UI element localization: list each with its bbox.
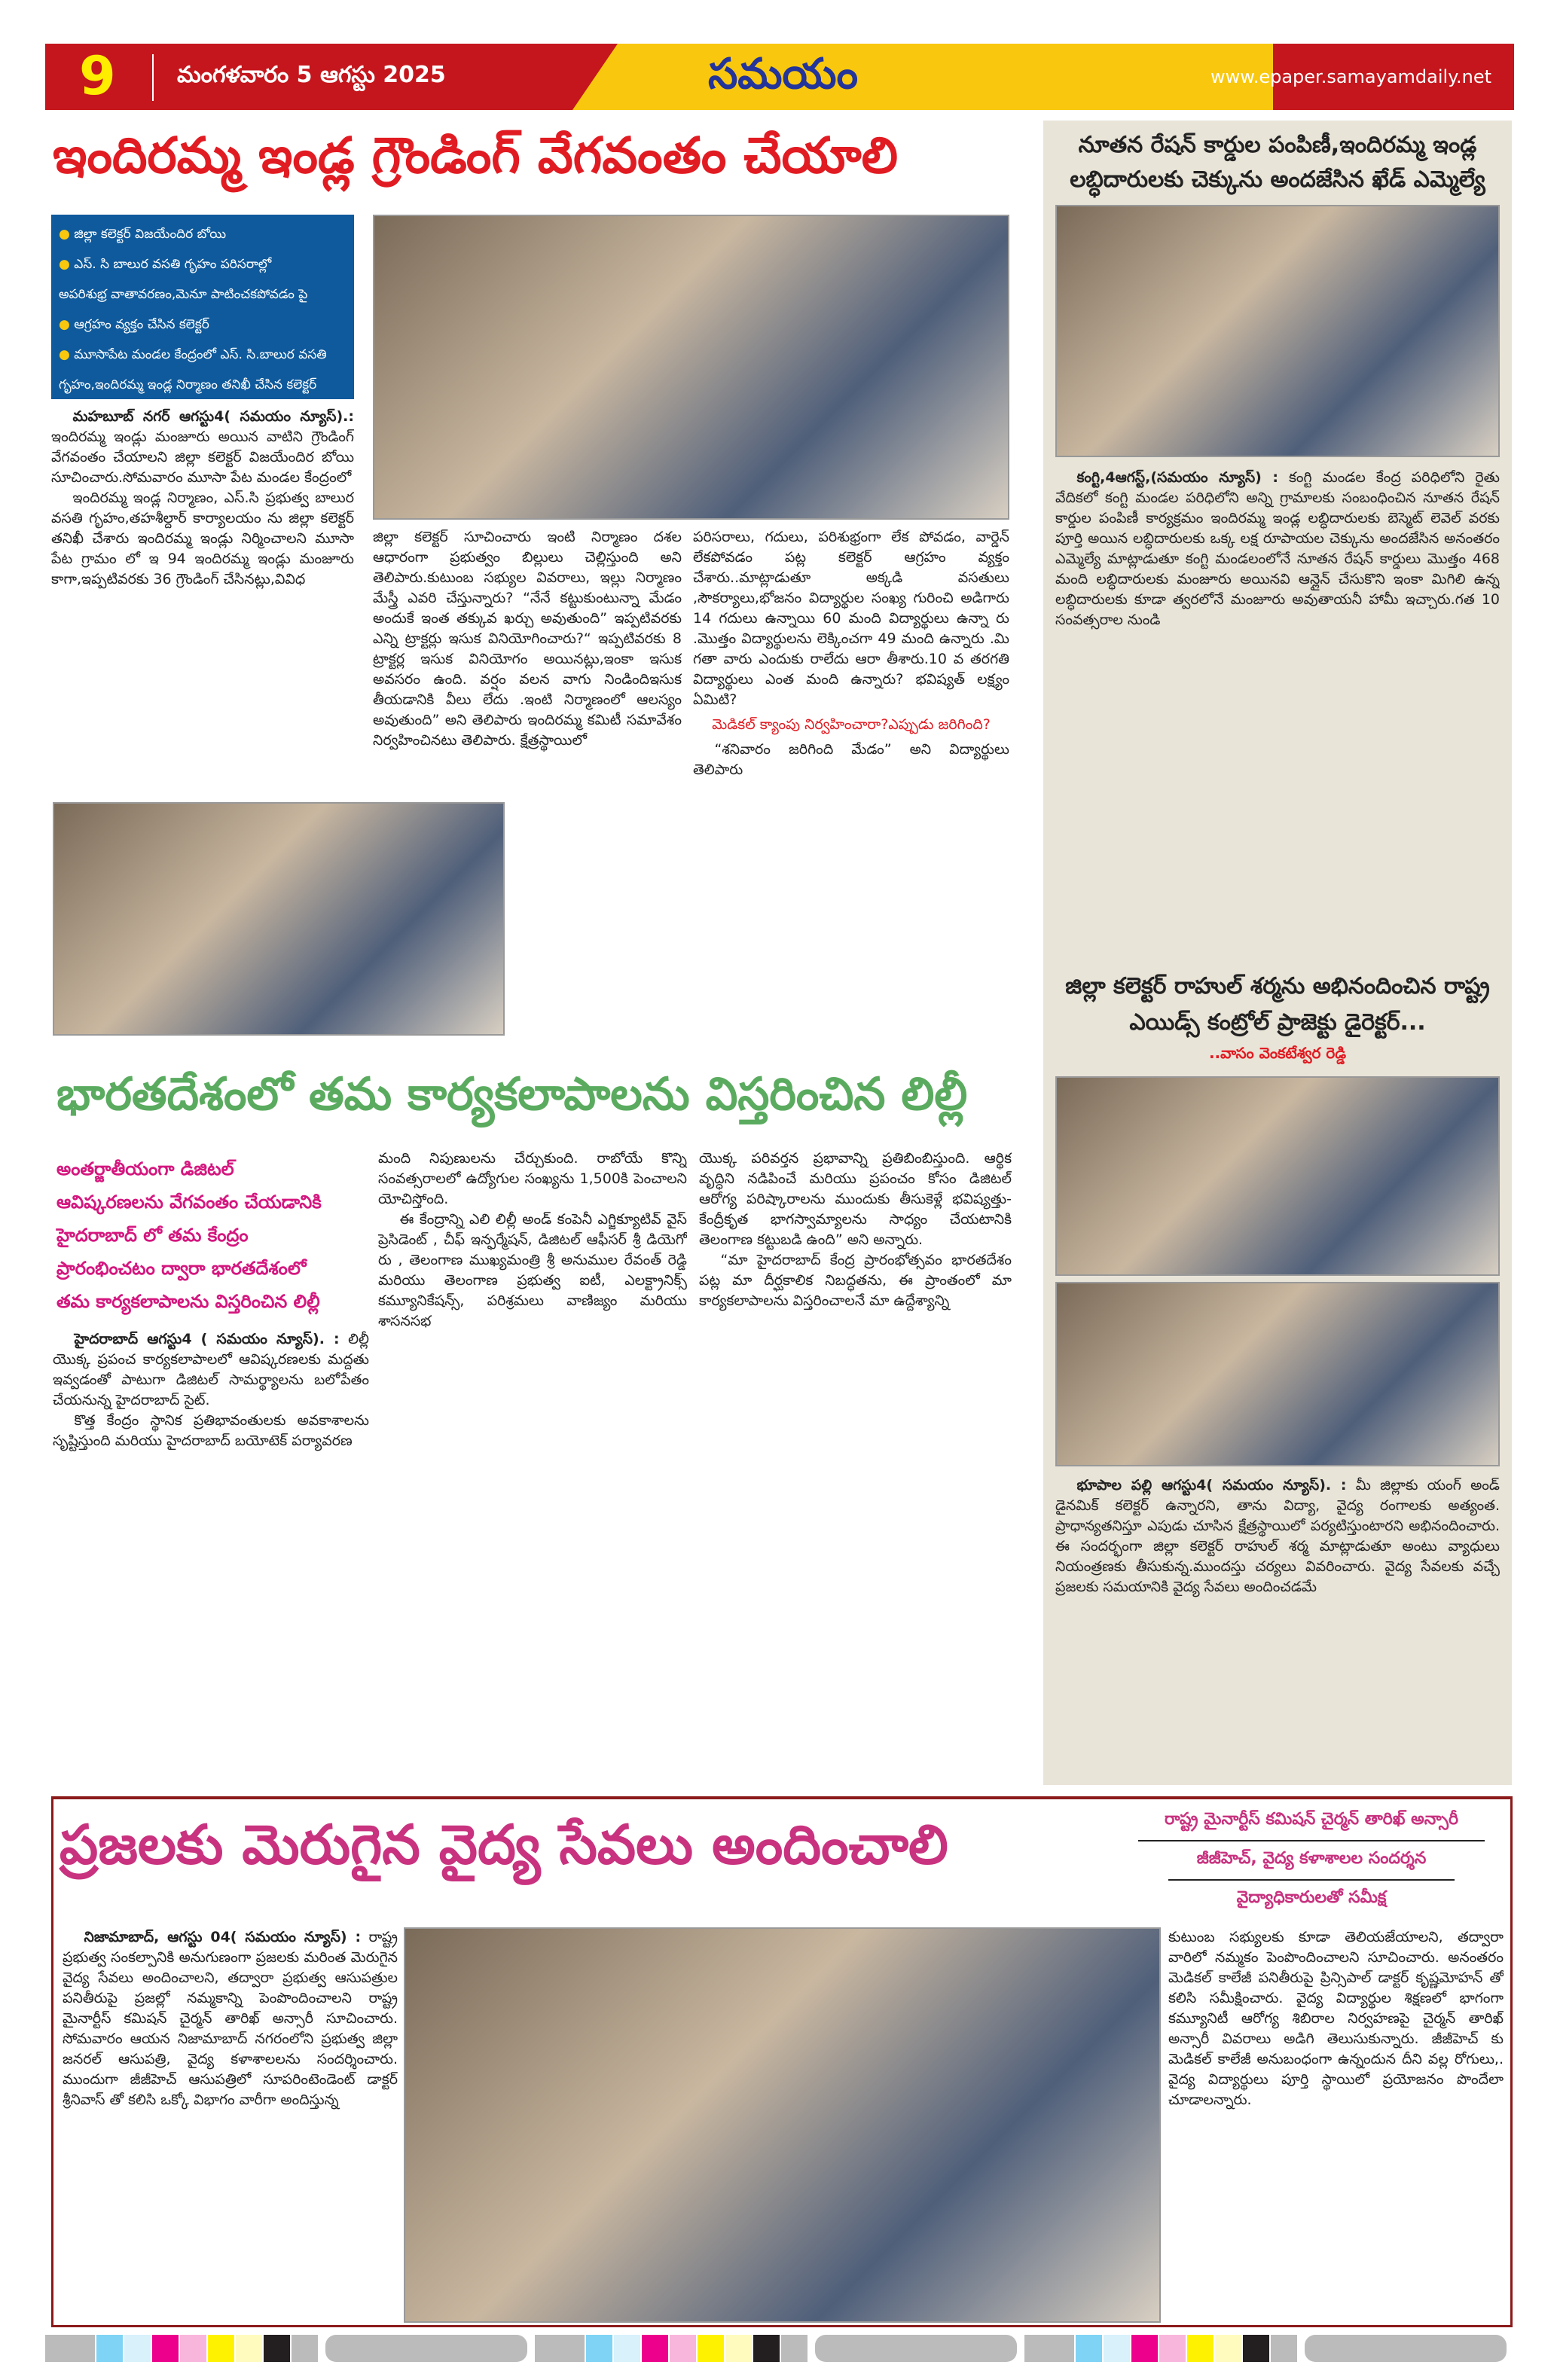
masthead-band [572, 44, 1273, 110]
medical-subheads: రాష్ట్ర మైనార్టీస్ కమిషన్ చైర్మన్ తారిఖ్ అన్సారీ జీజీహెచ్, వైద్య కళాశాలల సందర్శన వైద్యాధికారులతో సమీక్ష [1123, 1810, 1500, 1911]
photo-ration-distribution [1055, 205, 1500, 457]
aids-body: భూపాల పల్లి ఆగస్టు4( సమయం న్యూస్). : మీ జిల్లాకు యంగ్ అండ్ డైనమిక్ కలెక్టర్ ఉన్నారని, తాను విద్యా, వైద్య రంగాలకు అత్యంత. ప్రాధాన్యతనిస్తూ ఎపుడు చూసిన క్షేత్రస్థాయిలో పర్యటిస్తుంటారని అభినందించారు. ఈ సందర్భంగా జిల్లా కలెక్టర్ రాహుల్ శర్మ మాట్లాడుతూ అంటు వ్యాధులు నియంత్రణకు తీసుకున్న.ముందస్తు చర్యలు వివరించారు. వైద్య సేవలకు వచ్చే ప్రజలకు సమయానికి వైద్య సేవలు అందించడమే [1055, 1477, 1500, 1595]
issue-date: మంగళవారం 5 ఆగస్టు 2025 [177, 62, 446, 88]
medical-services-box [51, 1796, 1513, 2327]
page-number: 9 [79, 45, 116, 107]
photo-collector-inspection [373, 215, 1009, 520]
byline: ..వాసం వెంకటేశ్వర రెడ్డి [1208, 1044, 1347, 1062]
highlights-box [51, 215, 354, 399]
article1-subhead: మెడికల్ క్యాంపు నిర్వహించారా?ఎప్పుడు జరిగింది? [712, 716, 991, 733]
lilly-subhead: అంతర్జాతీయంగా డిజిటల్ ఆవిష్కరణలను వేగవంతం చేయడానికి హైదరాబాద్ లో తమ కేంద్రం ప్రారంభించటం ద్వారా భారతదేశంలో తమ కార్యకలాపాలను విస్తరించిన లిల్లీ [56, 1158, 322, 1312]
headline-aids-director: జిల్లా కలెక్టర్ రాహుల్ శర్మను అభినందించిన రాష్ట్ర ఎయిడ్స్ కంట్రోల్ ప్రాజెక్టు డైరెక్టర్... [1065, 973, 1490, 1036]
highlight-item: గృహం,ఇందిరమ్మ ఇండ్ల నిర్మాణం తనిఖీ చేసిన కలెక్టర్ [59, 377, 317, 392]
article1-col-c: పరిసరాలు, గదులు, పరిశుభ్రంగా లేక పోవడం, వార్డెన్ లేకపోవడం పట్ల కలెక్టర్ ఆగ్రహం వ్యక్తం చేశారు..మాట్లాడుతూ అక్కడి వసతులు ,సౌకర్యాలు,భోజనం విద్యార్థుల సంఖ్య గురించి అడిగారు 14 గదులు ఉన్నాయి 60 మంది విద్యార్థులు ఉన్నా రు .మొత్తం విద్యార్థులను లెక్కించగా 49 మంది ఉన్నారు .మి గతా వారు ఎందుకు రాలేదు ఆరా తీశారు.10 వ తరగతి విద్యార్థులు ఎంత మంది ఉన్నారు? భవిష్యత్ లక్ష్యం ఏమిటి? మెడికల్ క్యాంపు నిర్వహించారా?ఎప్పుడు జరిగింది? “శనివారం జరిగింది మేడం” అని విద్యార్థులు తెలిపారు [693, 529, 1009, 778]
epaper-url[interactable]: www.epaper.samayamdaily.net [1210, 66, 1491, 87]
page-header [45, 44, 1514, 110]
highlight-item: ● ఆగ్రహం వ్యక్తం చేసిన కలెక్టర్ [59, 317, 209, 332]
photo-collector-meeting-2 [1055, 1282, 1500, 1466]
article1-col-b: జిల్లా కలెక్టర్ సూచించారు ఇంటి నిర్మాణం దశల ఆధారంగా ప్రభుత్వం బిల్లులు చెల్లిస్తుంది అని తెలిపారు.కుటుంబ సభ్యుల వివరాలు, ఇల్లు నిర్మాణం మేస్త్రీ ఎవరి చేస్తున్నారు? “నేనే కట్టుకుంటున్నా మేడం అందుకే ఇంత తక్కువ ఖర్చు అవుతుంది” ఇప్పటివరకు ఎన్ని ట్రాక్టర్లు ఇసుక వినియోగించారు?“ ఇప్పటివరకు 8 ట్రాక్టర్ల ఇసుక వినియోగం అయినట్లు,ఇంకా ఇసుక అవసరం ఉంది. వర్షం వలన వాగు నిండిందిఇసుక తీయడానికి వీలు లేదు .ఇంటి నిర్మాణంలో ఆలస్యం అవుతుంది” అని తెలిపారు ఇందిరమ్మ కమిటీ సమావేశం నిర్వహించినటు తెలిపారు. క్షేత్రస్థాయిలో [373, 529, 682, 749]
photo-collector-meeting-1 [1055, 1076, 1500, 1276]
highlight-item: ● మూసాపేట మండల కేంద్రంలో ఎస్. సి.బాలుర వసతి [59, 347, 327, 362]
highlight-item: ● జిల్లా కలెక్టర్ విజయేందిర బోయి [59, 227, 227, 242]
color-registration-bar [45, 2335, 1529, 2362]
photo-hostel-office [53, 802, 505, 1036]
divider [152, 54, 154, 101]
lilly-col-2: మంది నిపుణులను చేర్చుకుంది. రాబోయే కొన్ని సంవత్సరాలలో ఉద్యోగుల సంఖ్యను 1,500కి పెంచాలని యోచిస్తోంది. ఈ కేంద్రాన్ని ఎలి లిల్లీ అండ్ కంపెనీ ఎగ్జిక్యూటివ్ వైస్ ప్రెసిడెంట్ , చీఫ్ ఇన్ఫర్మేషన్, డిజిటల్ ఆఫీసర్ శ్రీ డియెగో రు , తెలంగాణ ముఖ్యమంత్రి శ్రీ అనుముల రేవంత్ రెడ్డి మరియు తెలంగాణ ప్రభుత్వ ఐటీ, ఎలక్ట్రానిక్స్ కమ్యూనికేషన్స్, పరిశ్రమలు వాణిజ్యం మరియు శాసనసభ [378, 1150, 687, 1329]
headline-indiramma: ఇందిరమ్మ ఇండ్ల గ్రౌండింగ్ వేగవంతం చేయాలి [53, 127, 898, 185]
headline-ration-cards: నూతన రేషన్ కార్డుల పంపిణీ,ఇందిరమ్మ ఇండ్ల లబ్ధిదారులకు చెక్కును అందజేసిన ఖేడ్ ఎమ్మెల్యే [1070, 132, 1485, 193]
headline-medical-services: ప్రజలకు మెరుగైన వైద్య సేవలు అందించాలి [60, 1813, 948, 1876]
article1-col-a: మహబూబ్ నగర్ ఆగస్టు4( సమయం న్యూస్).: ఇందిరమ్మ ఇండ్లు మంజూరు అయిన వాటిని గ్రౌండింగ్ వేగవంతం చేయాలని జిల్లా కలెక్టర్ విజయేందిర బోయి సూచించారు.సోమవారం మూసా పేట మండల కేంద్రంలో ఇందిరమ్మ ఇండ్ల నిర్మాణం, ఎస్.సి ప్రభుత్వ బాలుర వసతి గృహం,తహశీల్దార్ కార్యాలయం ను జిల్లా కలెక్టర్ తనిఖీ చేశారు ఇందిరమ్మ ఇండ్లు నిర్మించాలని మూసా పేట గ్రామం లో ఇ 94 ఇందిరమ్మ ఇండ్లు మంజూరు కాగా,ఇప్పటివరకు 36 గ్రౌండింగ్ చేసినట్లు,వివిధ [51, 408, 354, 587]
right-column [1043, 121, 1512, 1785]
medical-body-right: కుటుంబ సభ్యులకు కూడా తెలియజేయాలని, తద్వారా వారిలో నమ్మకం పెంపొందించాలని సూచించారు. అనంతరం మెడికల్ కాలేజీ పనితీరుపై ప్రిన్సిపాల్ డాక్టర్ కృష్ణమోహన్ తో కలిసి సమీక్షించారు. వైద్య విద్యార్థుల శిక్షణలో భాగంగా కమ్యూనిటీ ఆరోగ్య శిబిరాల నిర్వహణపై చైర్మన్ తారిఖ్ అన్సారీ వివరాలు అడిగి తెలుసుకున్నారు. జీజీహెచ్ కు మెడికల్ కాలేజీ అనుబంధంగా ఉన్నందున దీని వల్ల రోగులు,. వైద్య విద్యార్థులు పూర్తి స్థాయిలో ప్రయోజనం పొందేలా చూడాలన్నారు. [1168, 1929, 1504, 2108]
headline-lilly: భారతదేశంలో తమ కార్యకలాపాలను విస్తరించిన లిల్లీ [56, 1068, 968, 1121]
masthead-logo: సమయం [708, 50, 858, 99]
ration-body: కంగ్టి,4ఆగస్ట్,(సమయం న్యూస్) : కంగ్టి మండల కేంద్ర పరిధిలోని రైతు వేదికలో కంగ్టి మండల పరిధిలోని అన్ని గ్రామాలకు సంబంధించిన నూతన రేషన్ కార్డుల పంపిణీ కార్యక్రమం ఇందిరమ్మ ఇండ్ల లబ్ధిదారులకు బెస్మెట్ లెవెల్ వరకు పూర్తి అయిన లబ్ధిదారులకు ఒక్క లక్ష రూపాయల చెక్కును అందజేసిన అనంతరం ఎమ్మెల్యే మాట్లాడుతూ కంగ్టి మండలంలోనే నూతన రేషన్ కార్డులు మొత్తం 468 మంది లబ్ధిదారులకు మంజూరు అయినవి ఆన్లైన్ చేసుకొని ఇంకా మిగిలి ఉన్న లబ్ధిదారులకు కూడా త్వరలోనే మంజూరు అవుతాయనీ హామీ ఇచ్చారు.గత 10 సంవత్సరాల నుండి [1055, 469, 1500, 628]
highlight-item: ● ఎస్. సి బాలుర వసతి గృహం పరిసరాల్లో [59, 257, 272, 272]
medical-body-left: నిజామాబాద్, ఆగస్టు 04( సమయం న్యూస్) : రాష్ట్ర ప్రభుత్వ సంకల్పానికి అనుగుణంగా ప్రజలకు మరింత మెరుగైన వైద్య సేవలు అందించాలని, తద్వారా ప్రభుత్వ ఆసుపత్రుల పనితీరుపై ప్రజల్లో నమ్మకాన్ని పెంపొందించాలని రాష్ట్ర మైనార్టీస్ కమిషన్ చైర్మన్ తారిఖ్ అన్సారీ సూచించారు. సోమవారం ఆయన నిజామాబాద్ నగరంలోని ప్రభుత్వ జిల్లా జనరల్ ఆసుపత్రి, వైద్య కళాశాలలను సందర్శించారు. ముందుగా జీజీహెచ్ ఆసుపత్రిలో సూపరింటెండెంట్ డాక్టర్ శ్రీనివాస్ తో కలిసి ఒక్కో విభాగం వారీగా అందిస్తున్న [63, 1929, 398, 2108]
lilly-col-3: యొక్క పరివర్తన ప్రభావాన్ని ప్రతిబింబిస్తుంది. ఆర్థిక వృద్ధిని నడిపించే మరియు ప్రపంచం కోసం డిజిటల్ ఆరోగ్య పరిష్కారాలను ముందుకు తీసుకెళ్లే భవిష్యత్తు-కేంద్రీకృత భాగస్వామ్యాలను సాధ్యం చేయటానికి తెలంగాణ కట్టుబడి ఉంది” అని అన్నారు. “మా హైదరాబాద్ కేంద్ర ప్రారంభోత్సవం భారతదేశం పట్ల మా దీర్ఘకాలిక నిబద్ధతను, ఈ ప్రాంతంలో మా కార్యకలాపాలను విస్తరించాలనే మా ఉద్దేశ్యాన్ని [699, 1150, 1012, 1309]
lilly-col-1: హైదరాబాద్ ఆగస్టు4 ( సమయం న్యూస్). : లిల్లీ యొక్క ప్రపంచ కార్యకలాపాలలో ఆవిష్కరణలకు మద్దతు ఇవ్వడంతో పాటుగా డిజిటల్ సామర్థ్యాలను బలోపేతం చేయనున్న హైదరాబాద్ సైట్. కొత్త కేంద్రం స్థానిక ప్రతిభావంతులకు అవకాశాలను సృష్టిస్తుంది మరియు హైదరాబాద్ బయోటెక్ పర్యావరణ [53, 1331, 369, 1449]
highlight-item: అపరిశుభ్ర వాతావరణం,మెనూ పాటించకపోవడం పై [59, 287, 308, 302]
photo-hospital-visit [404, 1927, 1161, 2323]
